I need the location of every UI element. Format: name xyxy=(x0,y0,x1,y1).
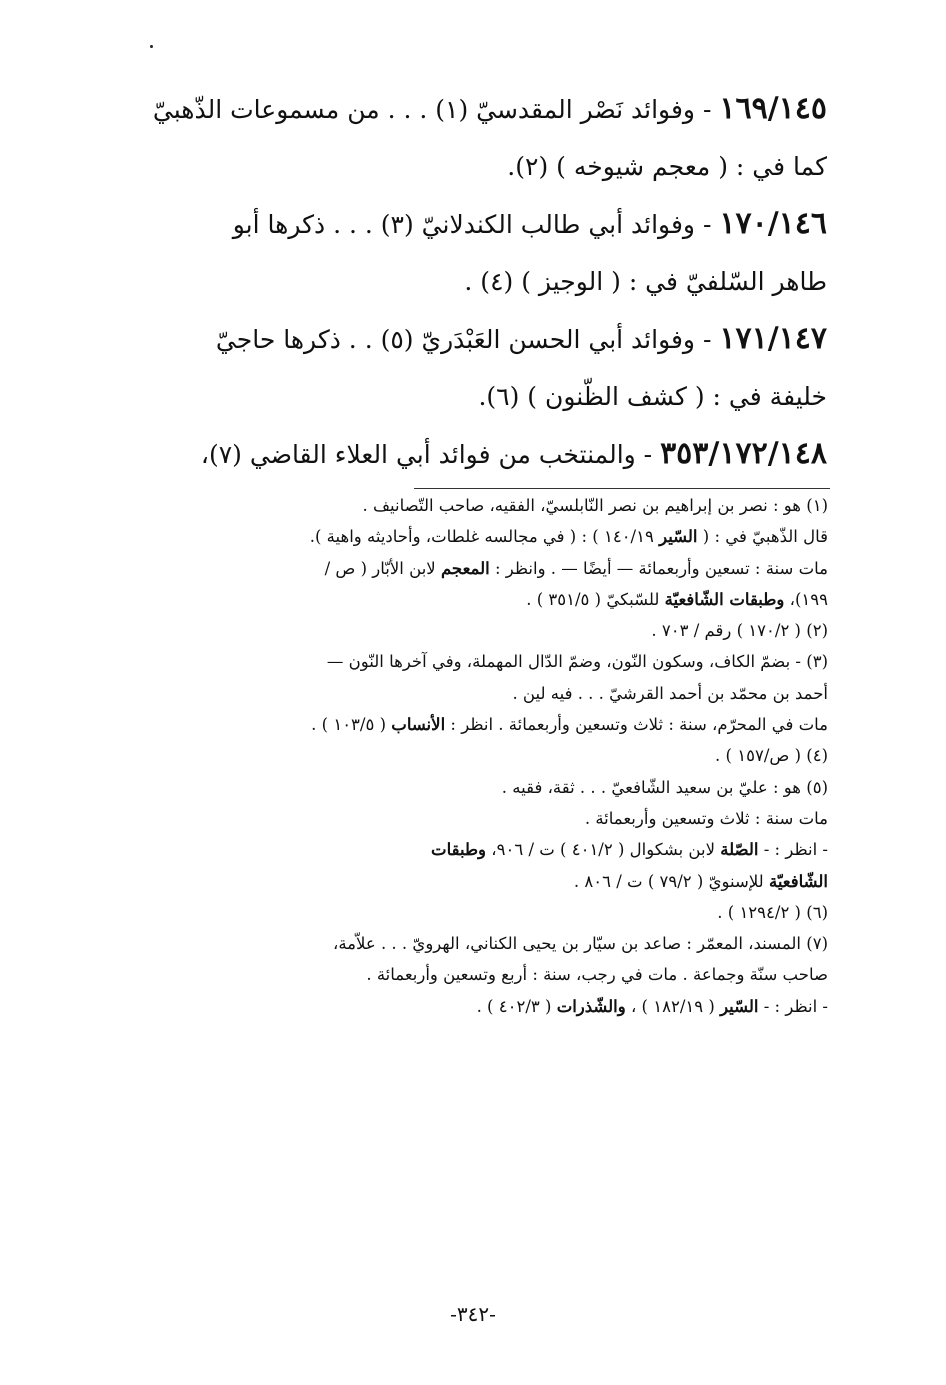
book-title: الأنساب xyxy=(391,715,446,735)
book-title: المعجم xyxy=(440,558,490,578)
book-title: الصّلة xyxy=(720,840,759,860)
footnote-line: مات سنة : تسعين وأربعمائة — أيضًا — . وانظر : المعجم لابن الأبّار ( ص / xyxy=(324,558,828,578)
entry-text: - وفوائد نَصْر المقدسيّ (١) . . . من مسموعات الذّهبيّ xyxy=(152,95,712,124)
book-title: السّير xyxy=(720,996,759,1016)
entry-170-continuation: طاهر السّلفيّ في : ( الوجيز ) (٤) . xyxy=(464,267,827,296)
footnote-line: مات سنة : ثلاث وتسعين وأربعمائة . xyxy=(584,808,828,828)
footnote-line: (٢) ( ١٧٠/٢ ) رقم / ٧٠٣ . xyxy=(651,621,828,641)
footnote-line: قال الذّهبيّ في : ( السّير ١٤٠/١٩ ) : ( في مجالسه غلطات، وأحاديثه واهية ). xyxy=(309,527,828,547)
entry-172 xyxy=(112,425,827,483)
footnote-line: (١) هو : نصر بن إبراهيم بن نصر النّابلسيّ، الفقيه، صاحب التّصانيف . xyxy=(362,496,828,515)
footnote-line: الشّافعيّة للإسنويّ ( ٧٩/٢ ) ت / ٨٠٦ . xyxy=(573,871,828,891)
footnotes-section xyxy=(112,490,828,1022)
footnote-line: - انظر : - الصّلة لابن بشكوال ( ٤٠١/٢ ) ت / ٩٠٦، وطبقات xyxy=(431,840,828,860)
book-title: الشّافعيّة xyxy=(768,871,828,891)
footnote-line: مات في المحرّم، سنة : ثلاث وتسعين وأربعمائة . انظر : الأنساب ( ١٠٣/٥ ) . xyxy=(311,715,828,735)
footnote-divider xyxy=(414,488,830,489)
footnote-line: (٧) المسند، المعمّر : صاعد بن سيّار بن يحيى الكناني، الهرويّ . . . علاّمة، xyxy=(333,934,828,954)
book-title: والشّذرات xyxy=(556,996,626,1016)
footnote-line: (٤) ( ص/١٥٧ ) . xyxy=(715,746,828,766)
entries-section xyxy=(112,80,827,483)
footnote-line: أحمد بن محمّد بن أحمد القرشيّ . . . فيه لين . xyxy=(512,683,828,703)
entry-170 xyxy=(112,195,827,253)
entry-169-continuation: كما في : ( معجم شيوخه ) (٢). xyxy=(507,152,827,181)
footnote-line: صاحب سنّة وجماعة . مات في رجب، سنة : أربع وتسعين وأربعمائة . xyxy=(366,965,828,985)
entry-text: - وفوائد أبي طالب الكندلانيّ (٣) . . . ذكرها أبو xyxy=(232,210,712,239)
book-title: السّير xyxy=(659,527,698,547)
footnote-line: ١٩٩)، وطبقات الشّافعيّة للسّبكيّ ( ٣٥١/٥ ) . xyxy=(526,589,828,609)
book-title: وطبقات الشّافعيّة xyxy=(664,589,785,609)
entry-number: ١٦٩/١٤٥ xyxy=(719,91,827,126)
entry-number: ١٧١/١٤٧ xyxy=(719,321,827,356)
entry-171 xyxy=(112,310,827,368)
ink-speck xyxy=(150,45,153,48)
footnote-line: - انظر : - السّير ( ١٨٢/١٩ ) ، والشّذرات ( ٤٠٢/٣ ) . xyxy=(476,996,828,1016)
entry-169 xyxy=(112,80,827,138)
entry-text: - والمنتخب من فوائد أبي العلاء القاضي (٧)، xyxy=(200,440,653,469)
page-number: -٣٤٢- xyxy=(450,1302,496,1326)
book-title: وطبقات xyxy=(431,840,487,860)
entry-number: ٣٥٣/١٧٢/١٤٨ xyxy=(660,436,827,471)
entry-number: ١٧٠/١٤٦ xyxy=(719,206,827,241)
footnote-line: (٦) ( ١٢٩٤/٢ ) . xyxy=(717,902,828,922)
entry-text: - وفوائد أبي الحسن العَبْدَريّ (٥) . . ذكرها حاجيّ xyxy=(215,325,712,354)
footnote-line: (٥) هو : عليّ بن سعيد الشّافعيّ . . . ثقة، فقيه . xyxy=(501,777,828,797)
entry-171-continuation: خليفة في : ( كشف الظّنون ) (٦). xyxy=(478,382,827,411)
footnote-line: (٣) - بضمّ الكاف، وسكون النّون، وضمّ الدّال المهملة، وفي آخرها النّون — xyxy=(326,652,828,672)
